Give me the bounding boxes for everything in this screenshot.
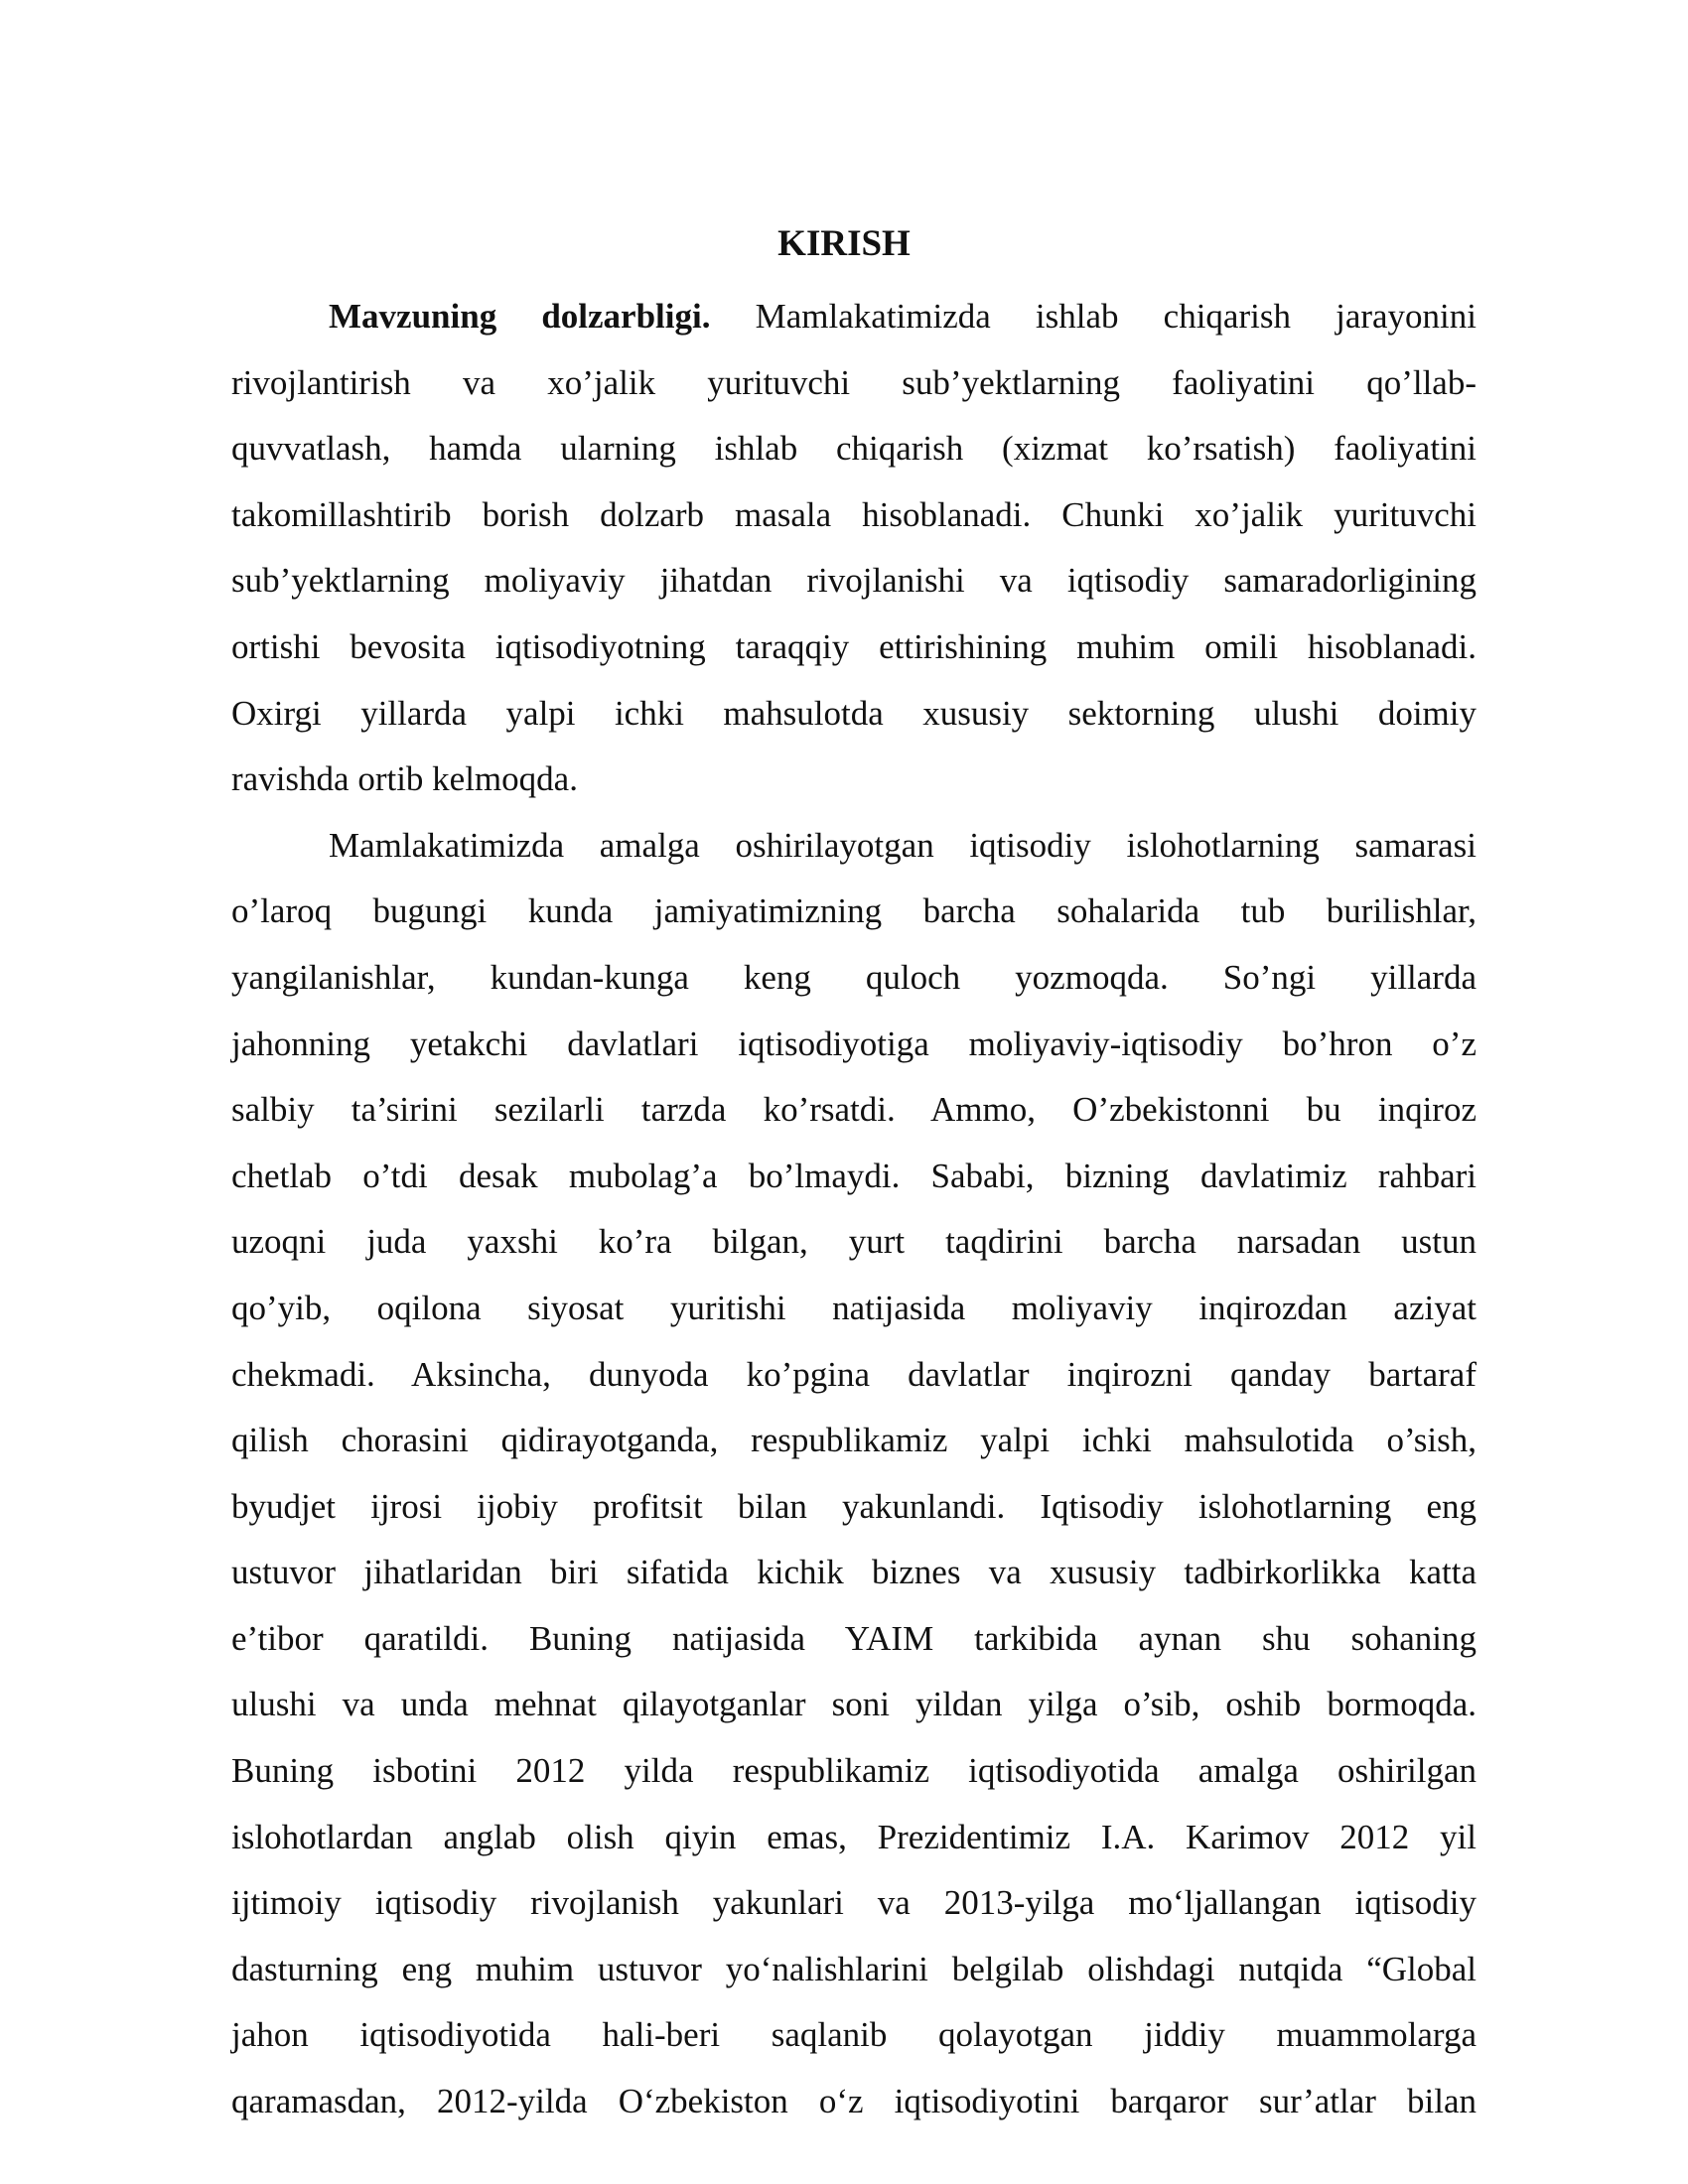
text-line: jahon iqtisodiyotida hali-beri saqlanib qolayotgan jiddiy muammolarga	[231, 2015, 1477, 2055]
text-line: jahonning yetakchi davlatlari iqtisodiyotiga moliyaviy-iqtisodiy bo’hron o’z	[231, 1024, 1477, 1063]
text-line: chetlab o’tdi desak mubolag’a bo’lmaydi. Sababi, bizning davlatimiz rahbari	[231, 1156, 1477, 1195]
text-line: byudjet ijrosi ijobiy profitsit bilan yakunlandi. Iqtisodiy islohotlarning eng	[231, 1486, 1477, 1526]
text-line: sub’yektlarning moliyaviy jihatdan rivojlanishi va iqtisodiy samaradorligining	[231, 561, 1477, 601]
text-line: rivojlantirish va xo’jalik yurituvchi sub’yektlarning faoliyatini qo’llab-	[231, 362, 1477, 402]
text-line: salbiy ta’sirini sezilarli tarzda ko’rsatdi. Ammo, O’zbekistonni bu inqiroz	[231, 1090, 1477, 1130]
text-line: takomillashtirib borish dolzarb masala hisoblanadi. Chunki xo’jalik yurituvchi	[231, 494, 1477, 534]
text-line: ijtimoiy iqtisodiy rivojlanish yakunlari va 2013-yilga mo‘ljallangan iqtisodiy	[231, 1883, 1477, 1923]
text-line: qaramasdan, 2012-yilda O‘zbekiston o‘z iqtisodiyotini barqaror sur’atlar bilan	[231, 2082, 1477, 2121]
text-line: ortishi bevosita iqtisodiyotning taraqqiy ettirishining muhim omili hisoblanadi.	[231, 626, 1477, 666]
text-line: Oxirgi yillarda yalpi ichki mahsulotda xususiy sektorning ulushi doimiy	[231, 693, 1477, 733]
text-line: Mamlakatimizda amalga oshirilayotgan iqtisodiy islohotlarning samarasi	[329, 825, 1477, 865]
text-line	[231, 284, 1477, 350]
paragraph-lead: Mavzuning dolzarbligi.	[329, 297, 711, 336]
text-line: ulushi va unda mehnat qilayotganlar soni yildan yilga o’sib, oshib bormoqda.	[231, 1685, 1477, 1724]
text-line: dasturning eng muhim ustuvor yo‘nalishlarini belgilab olishdagi nutqida “Global	[231, 1949, 1477, 1988]
text-line: Buning isbotini 2012 yilda respublikamiz iqtisodiyotida amalga oshirilgan	[231, 1751, 1477, 1791]
text-line-content: Mamlakatimizda ishlab chiqarish jarayonini	[755, 297, 1477, 336]
text-line: uzoqni juda yaxshi ko’ra bilgan, yurt taqdirini barcha narsadan ustun	[231, 1222, 1477, 1262]
paragraph-relevance	[231, 284, 1477, 813]
text-line: chekmadi. Aksincha, dunyoda ko’pgina davlatlar inqirozni qanday bartaraf	[231, 1354, 1477, 1394]
text-line: qilish chorasini qidirayotganda, respublikamiz yalpi ichki mahsulotida o’sish,	[231, 1421, 1477, 1460]
text-line: islohotlardan anglab olish qiyin emas, Prezidentimiz I.A. Karimov 2012 yil	[231, 1817, 1477, 1856]
body-text	[231, 284, 1477, 2135]
text-line: e’tibor qaratildi. Buning natijasida YAIM tarkibida aynan shu sohaning	[231, 1618, 1477, 1658]
text-line: ravishda ortib kelmoqda.	[231, 759, 578, 799]
text-line: o’laroq bugungi kunda jamiyatimizning barcha sohalarida tub burilishlar,	[231, 891, 1477, 931]
text-line: qo’yib, oqilona siyosat yuritishi natijasida moliyaviy inqirozdan aziyat	[231, 1288, 1477, 1327]
text-line: yangilanishlar, kundan-kunga keng quloch yozmoqda. So’ngi yillarda	[231, 957, 1477, 997]
paragraph-reforms	[231, 813, 1477, 2135]
text-line: ustuvor jihatlaridan biri sifatida kichik biznes va xususiy tadbirkorlikka katta	[231, 1553, 1477, 1592]
section-heading: KIRISH	[777, 223, 911, 264]
text-line: quvvatlash, hamda ularning ishlab chiqarish (xizmat ko’rsatish) faoliyatini	[231, 429, 1477, 469]
